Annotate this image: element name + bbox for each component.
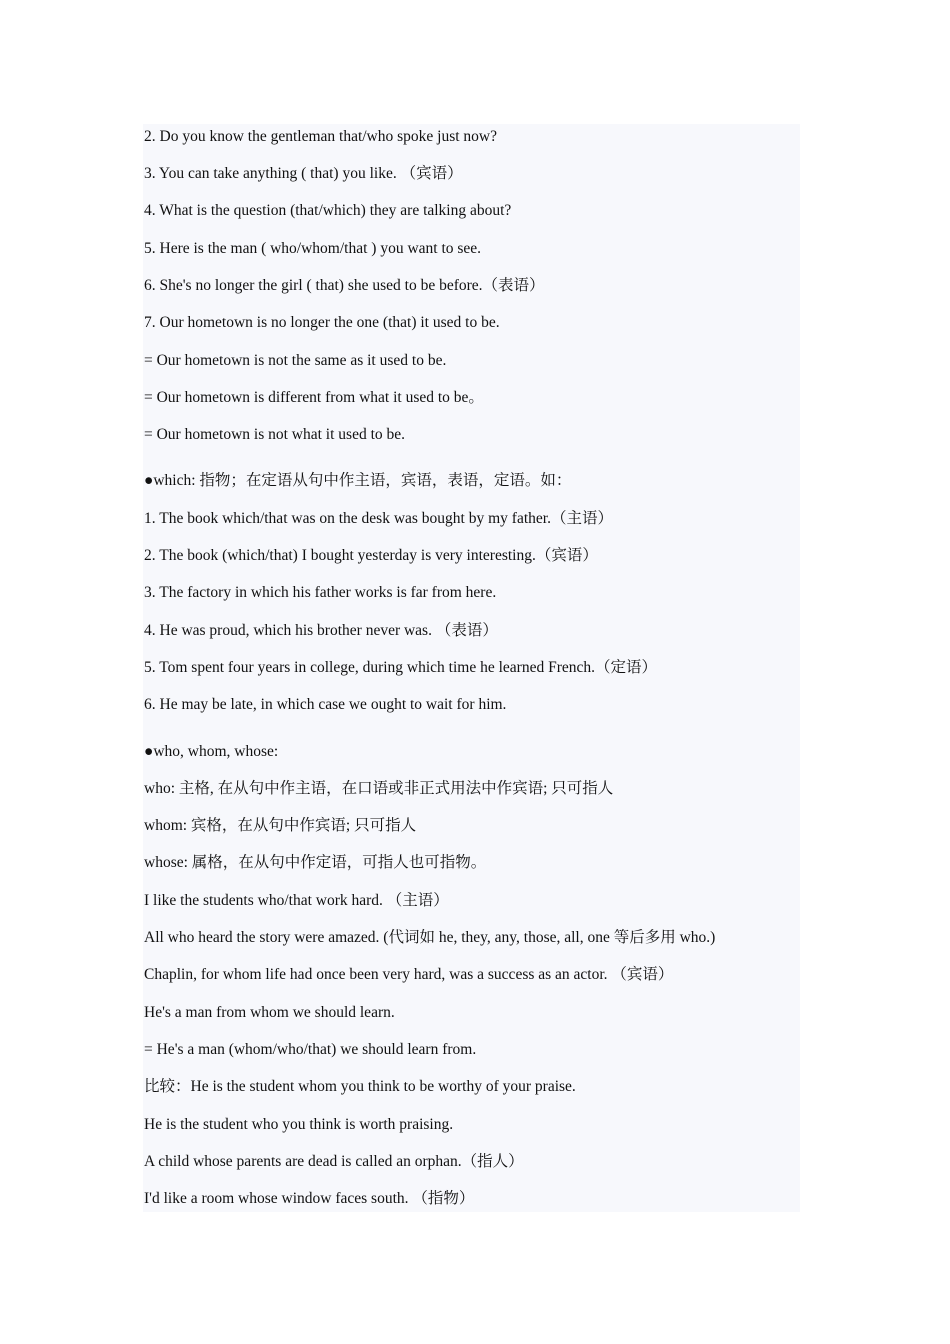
text-line: whose: 属格，在从句中作定语，可指人也可指物。 [144, 854, 487, 871]
text-line: He's a man from whom we should learn. [144, 1004, 395, 1021]
section-heading-which: ●which: 指物；在定语从句中作主语，宾语，表语，定语。如： [144, 472, 572, 489]
text-line: = Our hometown is different from what it used to be。 [144, 389, 484, 406]
text-line: Chaplin, for whom life had once been very hard, was a success as an actor. （宾语） [144, 966, 674, 983]
text-line: = Our hometown is not the same as it used to be. [144, 352, 447, 369]
text-line: 4. He was proud, which his brother never was. （表语） [144, 622, 498, 639]
text-line: I like the students who/that work hard. （主语） [144, 892, 449, 909]
text-line: whom: 宾格，在从句中作宾语; 只可指人 [144, 817, 417, 834]
text-line: 2. The book (which/that) I bought yesterday is very interesting.（宾语） [144, 547, 598, 564]
text-line: 6. He may be late, in which case we ought to wait for him. [144, 696, 507, 713]
text-line: 2. Do you know the gentleman that/who spoke just now? [144, 128, 498, 145]
text-line: = Our hometown is not what it used to be. [144, 426, 406, 443]
text-line: 3. You can take anything ( that) you like. （宾语） [144, 165, 463, 182]
text-line: 1. The book which/that was on the desk was bought by my father.（主语） [144, 510, 613, 527]
text-line: 4. What is the question (that/which) they are talking about? [144, 202, 512, 219]
text-line: He is the student who you think is worth praising. [144, 1116, 454, 1133]
text-line: 6. She's no longer the girl ( that) she used to be before.（表语） [144, 277, 545, 294]
text-line: = He's a man (whom/who/that) we should learn from. [144, 1041, 477, 1058]
text-line: A child whose parents are dead is called an orphan.（指人） [144, 1153, 524, 1170]
text-line: All who heard the story were amazed. (代词如 he, they, any, those, all, one 等后多用 who.) [144, 929, 716, 946]
text-line: I'd like a room whose window faces south. （指物） [144, 1190, 475, 1207]
section-heading-who: ●who, whom, whose: [144, 743, 279, 760]
text-line: 比较：He is the student whom you think to be worthy of your praise. [144, 1078, 576, 1095]
text-line: 5. Here is the man ( who/whom/that ) you want to see. [144, 240, 482, 257]
text-line: 7. Our hometown is no longer the one (that) it used to be. [144, 314, 500, 331]
text-line: 3. The factory in which his father works is far from here. [144, 584, 497, 601]
text-line: 5. Tom spent four years in college, during which time he learned French.（定语） [144, 659, 658, 676]
text-line: who: 主格, 在从句中作主语，在口语或非正式用法中作宾语; 只可指人 [144, 780, 614, 797]
